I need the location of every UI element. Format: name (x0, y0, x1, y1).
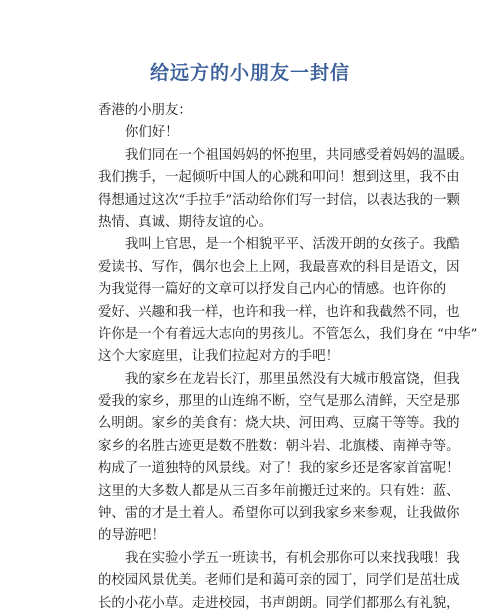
letter-body (98, 100, 478, 615)
letter-line: 钟、雷的才是土着人。希望你可以到我家乡来参观，让我做你 (98, 506, 460, 522)
letter-line: 的导游吧！ (98, 528, 165, 544)
document-title: 给远方的小朋友一封信 (149, 62, 350, 84)
letter-line: 爱好、兴趣和我一样，也许和我一样，也许和我截然不同，也 (98, 304, 460, 320)
letter-line: 这里的大多数人都是从三百多年前搬迁过来的。只有姓：蓝、 (98, 483, 460, 499)
letter-line: 我们同在一个祖国妈妈的怀抱里，共同感受着妈妈的温暖。 (125, 147, 474, 163)
greeting: 你们好！ (125, 125, 179, 141)
letter-line: 得想通过这次“手拉手”活动给你们写一封信，以表达我的一颗 (98, 192, 460, 208)
letter-line: 家乡的名胜古迹更是数不胜数：朝斗岩、北旗楼、南禅寺等。 (98, 438, 460, 454)
letter-line: 构成了一道独特的风景线。对了！我的家乡还是客家首富呢！ (98, 461, 460, 477)
letter-line: 我叫上官思，是一个相貌平平、活泼开朗的女孩子。我酷 (125, 237, 460, 253)
letter-line: 许你是一个有着远大志向的男孩儿。不管怎么，我们身在 “中华” (98, 326, 478, 342)
letter-line: 爱读书、写作，偶尔也会上上网，我最喜欢的科目是语文，因 (98, 259, 460, 275)
letter-line: 这个大家庭里，让我们拉起对方的手吧！ (98, 349, 340, 365)
letter-line: 我在实验小学五一班读书，有机会那你可以来找我哦！我 (125, 550, 460, 566)
letter-line: 热情、真诚、期待友谊的心。 (98, 214, 273, 230)
letter-line: 为我觉得一篇好的文章可以抒发自己内心的情感。也许你的 (98, 282, 447, 298)
letter-line: 的校园风景优美。老师们是和蔼可亲的园丁，同学们是茁壮成 (98, 573, 460, 589)
letter-line: 长的小花小草。走进校园，书声朗朗。同学们都那么有礼貌， (98, 595, 460, 611)
letter-line: 我们携手，一起倾听中国人的心跳和叩问！想到这里，我不由 (98, 170, 460, 186)
letter-line: 我的家乡在龙岩长汀，那里虽然没有大城市般富饶，但我 (125, 371, 460, 387)
letter-line: 么明朗。家乡的美食有：烧大块、河田鸡、豆腐干等等。我的 (98, 416, 460, 432)
letter-line: 爱我的家乡，那里的山连绵不断，空气是那么清鲜，天空是那 (98, 394, 460, 410)
salutation: 香港的小朋友： (98, 103, 192, 118)
